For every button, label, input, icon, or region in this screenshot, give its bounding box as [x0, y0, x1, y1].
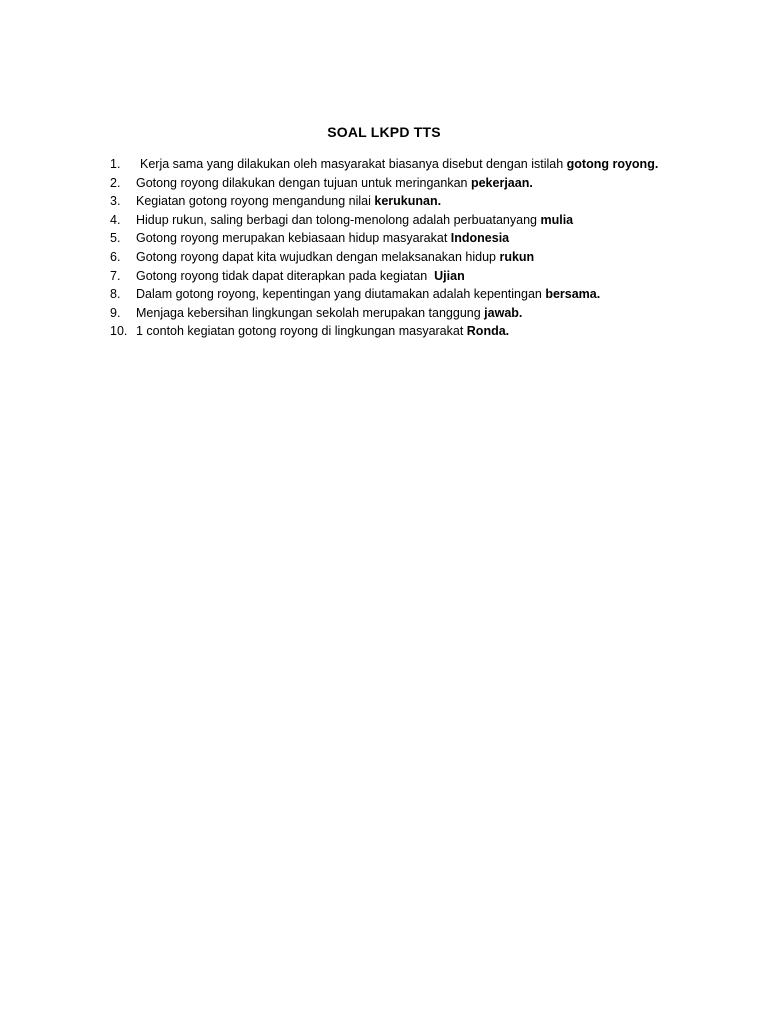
item-text [136, 229, 678, 248]
list-item [110, 155, 678, 174]
answer-text: rukun [499, 249, 535, 264]
item-number: 9. [110, 305, 121, 320]
item-text [136, 248, 678, 267]
item-text [136, 211, 678, 230]
item-number: 1. [110, 157, 121, 171]
question-text: Kegiatan gotong royong mengandung nilai [136, 194, 375, 209]
item-text [136, 322, 678, 341]
page-title: SOAL LKPD TTS [327, 124, 441, 140]
item-number: 7. [110, 268, 121, 283]
answer-text: jawab. [484, 305, 523, 320]
item-number: 4. [110, 212, 121, 227]
question-text: Kerja sama yang dilakukan oleh masyarakat biasanya disebut dengan istilah [140, 157, 567, 171]
list-item [110, 192, 678, 211]
item-text [136, 267, 678, 286]
question-text: Gotong royong dapat kita wujudkan dengan melaksanakan hidup [136, 249, 500, 264]
question-text: Hidup rukun, saling berbagi dan tolong-menolong adalah perbuatanyang [136, 212, 541, 227]
question-text: 1 contoh kegiatan gotong royong di lingkungan masyarakat [136, 324, 467, 339]
list-item [110, 285, 678, 304]
item-text [136, 304, 678, 323]
question-text: Gotong royong merupakan kebiasaan hidup masyarakat [136, 231, 451, 246]
item-number: 3. [110, 194, 121, 209]
item-number: 5. [110, 231, 121, 246]
list-item [110, 304, 678, 323]
item-number: 2. [110, 175, 121, 190]
list-item [110, 229, 678, 248]
question-text: Gotong royong dilakukan dengan tujuan untuk meringankan [136, 175, 471, 190]
answer-text: Ujian [434, 268, 465, 283]
item-number: 6. [110, 249, 121, 264]
answer-text: gotong royong. [566, 157, 659, 171]
item-text [136, 192, 678, 211]
list-item [110, 267, 678, 286]
list-item [110, 211, 678, 230]
item-text [136, 285, 678, 304]
answer-text: pekerjaan. [470, 175, 533, 190]
answer-text: mulia [540, 212, 574, 227]
item-text [136, 155, 678, 174]
list-item [110, 174, 678, 193]
list-item [110, 322, 678, 341]
answer-text: Ronda. [466, 324, 510, 339]
list-item [110, 248, 678, 267]
answer-text: kerukunan. [374, 194, 442, 209]
question-text: Dalam gotong royong, kepentingan yang diutamakan adalah kepentingan [136, 287, 546, 302]
question-text: Gotong royong tidak dapat diterapkan pada kegiatan [136, 268, 435, 283]
answer-text: bersama. [545, 287, 601, 302]
question-text: Menjaga kebersihan lingkungan sekolah merupakan tanggung [136, 305, 485, 320]
item-number: 10. [110, 324, 128, 339]
question-list [110, 155, 678, 341]
item-text [136, 174, 678, 193]
answer-text: Indonesia [450, 231, 510, 246]
item-number: 8. [110, 287, 121, 302]
